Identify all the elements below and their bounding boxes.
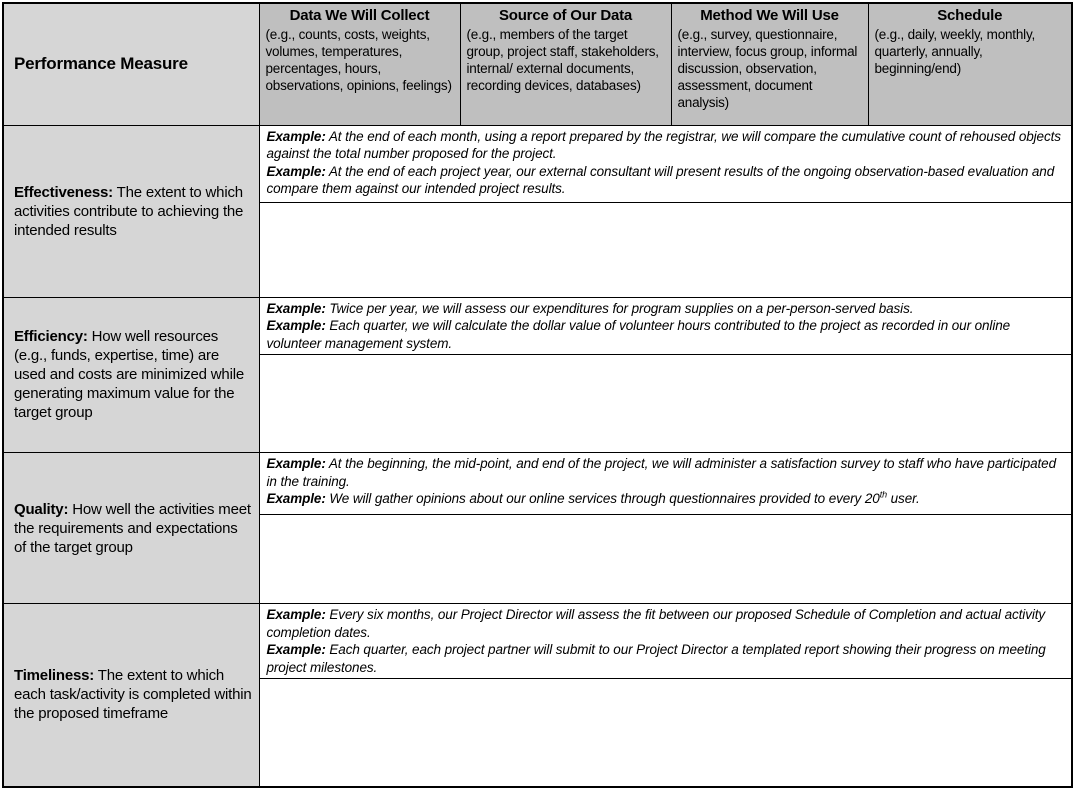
measure-cell-effectiveness <box>3 125 259 297</box>
measure-definition: The extent to which activities contribute to achieving the intended results <box>14 183 244 239</box>
example-text: Example: Twice per year, we will assess our expenditures for program supplies on a per-person-served basis. <box>266 300 914 316</box>
column-title: Data We Will Collect <box>289 7 430 24</box>
measure-term: Timeliness: <box>14 667 95 685</box>
measure-term: Effectiveness: <box>14 183 113 201</box>
measure-cell-efficiency <box>3 297 259 453</box>
examples-cell-effectiveness <box>259 125 1072 202</box>
example-label: Example: <box>266 491 326 506</box>
column-header-data-we-will-collect <box>259 3 460 125</box>
performance-measure-header: Performance Measure <box>3 3 259 125</box>
measure-cell-quality <box>3 453 259 604</box>
column-header-method-we-will-use <box>671 3 868 125</box>
measure-cell-timeliness <box>3 604 259 787</box>
column-hint: (e.g., members of the target group, project staff, stakeholders, internal/ external documents, recording devices, databases) <box>466 27 659 93</box>
example-text: Example: Every six months, our Project Director will assess the fit between our proposed Schedule of Completion and actual activity completion dates. <box>266 607 1046 640</box>
column-header-schedule <box>868 3 1072 125</box>
column-hint: (e.g., daily, weekly, monthly, quarterly, annually, beginning/end) <box>874 27 1036 76</box>
example-label: Example: <box>266 607 326 622</box>
example-label: Example: <box>266 300 326 316</box>
examples-cell-efficiency <box>259 297 1072 355</box>
entry-cell-effectiveness[interactable] <box>259 202 1072 297</box>
table-row-efficiency <box>3 297 1072 355</box>
measure-term: Quality: <box>14 500 69 518</box>
measure-definition: How well resources (e.g., funds, expertise, time) are used and costs are minimized while generating maximum value for the target group <box>14 328 244 422</box>
column-title: Method We Will Use <box>700 7 839 24</box>
example-label: Example: <box>266 318 326 333</box>
entry-cell-quality[interactable] <box>259 515 1072 604</box>
ordinal-suffix: th <box>879 489 887 500</box>
example-label: Example: <box>266 163 326 179</box>
table-row-quality <box>3 453 1072 515</box>
table-row-effectiveness <box>3 125 1072 202</box>
measure-definition: The extent to which each task/activity is completed within the proposed timeframe <box>14 667 252 723</box>
example-text: Example: At the end of each project year, our external consultant will present results of the ongoing observation-based evaluation and compare them against our intended project results. <box>266 163 1055 196</box>
example-text: Example: At the beginning, the mid-point, and end of the project, we will administer a satisfaction survey to staff who have participated in the training. <box>266 456 1057 489</box>
column-title: Schedule <box>937 7 1003 24</box>
examples-cell-timeliness <box>259 604 1072 679</box>
example-text: Example: Each quarter, each project partner will submit to our Project Director a templated report showing their progress on meeting project milestones. <box>266 642 1046 675</box>
example-label: Example: <box>266 642 326 657</box>
example-text: Example: We will gather opinions about our online services through questionnaires provided to every 20th user. <box>266 489 920 506</box>
measure-definition: How well the activities meet the requirements and expectations of the target group <box>14 500 251 556</box>
entry-cell-timeliness[interactable] <box>259 679 1072 787</box>
column-title: Source of Our Data <box>498 7 633 24</box>
example-text: Example: Each quarter, we will calculate the dollar value of volunteer hours contributed to the project as recorded in our online volunteer management system. <box>266 318 1011 351</box>
table-header-row <box>3 3 1072 125</box>
measure-term: Efficiency: <box>14 328 88 346</box>
example-label: Example: <box>266 456 326 471</box>
column-hint: (e.g., survey, questionnaire, interview, focus group, informal discussion, observation, assessment, document analysis) <box>677 27 858 110</box>
example-label: Example: <box>266 128 326 144</box>
performance-measure-table <box>2 2 1073 788</box>
column-header-source-of-our-data <box>460 3 671 125</box>
examples-cell-quality <box>259 453 1072 515</box>
entry-cell-efficiency[interactable] <box>259 355 1072 453</box>
example-text: Example: At the end of each month, using a report prepared by the registrar, we will compare the cumulative count of rehoused objects against the total number proposed for the project. <box>266 128 1061 161</box>
column-hint: (e.g., counts, costs, weights, volumes, temperatures, percentages, hours, observations, opinions, feelings) <box>265 27 452 93</box>
table-row-timeliness <box>3 604 1072 679</box>
